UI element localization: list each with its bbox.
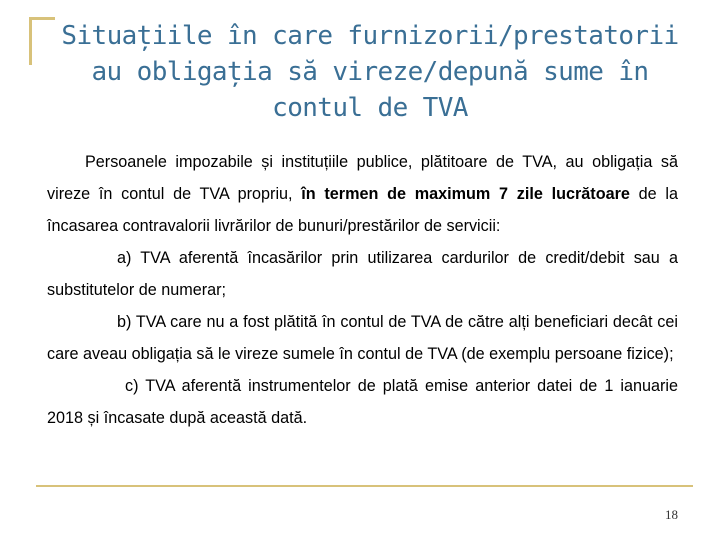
intro-deadline-bold: în termen de maximum 7 zile lucrătoare xyxy=(301,185,630,203)
intro-paragraph xyxy=(47,146,678,242)
slide-title: Situațiile în care furnizorii/prestatorii au obligația să vireze/depună sume în contul de TVA xyxy=(61,21,679,123)
list-item-c: c) TVA aferentă instrumentelor de plată emise anterior datei de 1 ianuarie 2018 și încasate după această dată. xyxy=(47,377,678,427)
intro-text-start: Persoanele impozabile și instituțiile publice, plătitoare de TVA, au obligația să vireze în contul de TVA propriu, xyxy=(47,153,678,203)
title-accent-left-line xyxy=(29,17,32,65)
intro-text-end: de la încasarea contravalorii livrărilor de bunuri/prestărilor de servicii: xyxy=(47,185,678,235)
list-item-a: a) TVA aferentă încasărilor prin utilizarea cardurilor de credit/debit sau a substitutelor de numerar; xyxy=(47,249,678,299)
page-number: 18 xyxy=(665,507,678,522)
slide-body xyxy=(47,146,678,434)
list-item-b: b) TVA care nu a fost plătită în contul de TVA de către alți beneficiari decât cei care aveau obligația să le vireze sumele în contul de TVA (de exemplu persoane fizice); xyxy=(47,313,678,363)
footer-divider xyxy=(36,485,693,487)
